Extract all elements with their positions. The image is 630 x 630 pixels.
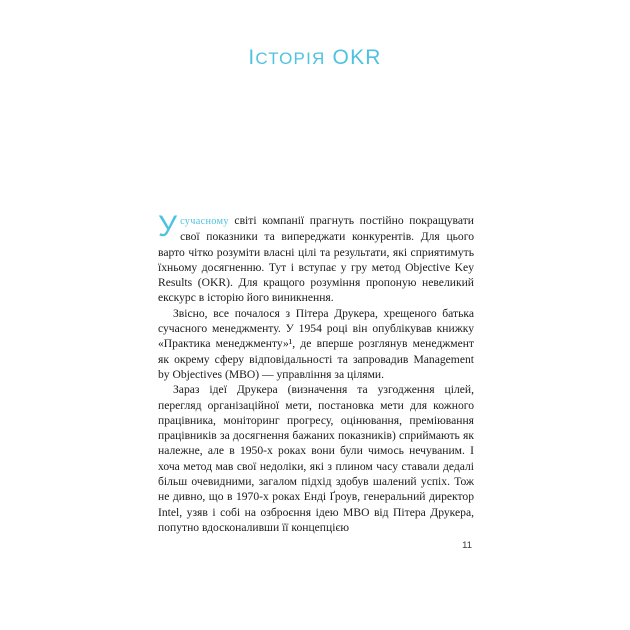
chapter-title-okr: OKR xyxy=(332,46,382,69)
page-title xyxy=(0,46,630,70)
page-number: 11 xyxy=(462,540,472,551)
paragraph-1 xyxy=(158,210,474,306)
chapter-title-rest: СТОРІЯ xyxy=(255,49,326,68)
paragraph-3: Зараз ідеї Друкера (визначення та узгодження цілей, перегляд організаційної мети, постановка мети для кожного працівника, моніторинг прогресу, оцінювання, преміювання працівників за досягнення бажаних показників) сприймають як належне, але в 1950-х роках вони були чимось нечуваним. І хоча метод мав свої недоліки, які з плином часу ставали дедалі більш очевидними, загалом підхід здобув шалений успіх. Тож не дивно, що в 1970-х роках Енді Ґроув, генеральний директор Intel, узяв і собі на озброєння ідею MBO від Пітера Друкера, попутно вдосконаливши її концепцією xyxy=(158,383,474,534)
paragraph-1-text: світі компанії прагнуть постійно покращувати свої показники та випереджати конкурентів. Для цього варто чітко розуміти власні цілі та результати, які сприятимуть їхньому досягненню. Тут і вступає у гру метод Objective Key Results (OKR). Для кращого розуміння пропоную невеликий екскурс в історію його виникнення. xyxy=(158,214,474,305)
body-text xyxy=(158,210,474,535)
drop-cap: У xyxy=(158,210,178,243)
chapter-title-letter: І xyxy=(248,46,256,69)
paragraph-2: Звісно, все почалося з Пітера Друкера, хрещеного батька сучасного менеджменту. У 1954 році він опублікував книжку «Практика менеджменту»¹, де вперше розглянув менеджмент як окрему сферу відповідальності та запровадив Management by Objectives (MBO) — управління за цілями. xyxy=(158,306,474,381)
lead-words: сучасному xyxy=(180,216,229,227)
